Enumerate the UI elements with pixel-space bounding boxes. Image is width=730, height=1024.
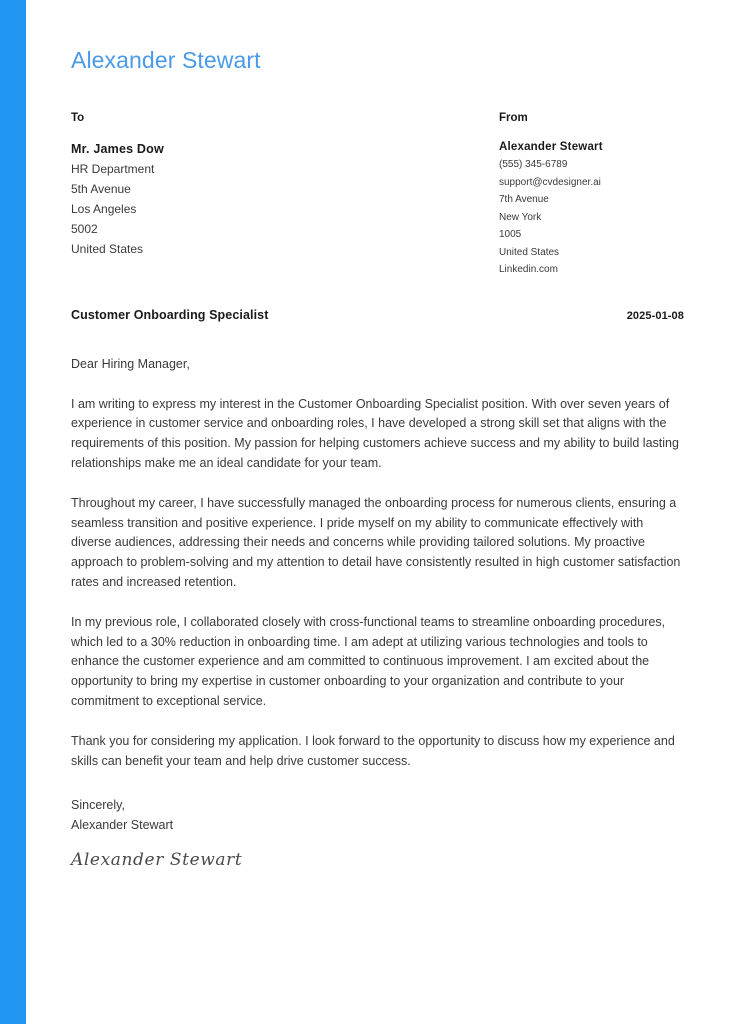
recipient-address xyxy=(71,139,499,259)
recipient-name: Mr. James Dow xyxy=(71,142,164,157)
letter-content xyxy=(71,0,684,870)
body-paragraph: Throughout my career, I have successfully managed the onboarding process for numerous clients, ensuring a seamless transition and positive experience. I pride myself on my ability to communicate effectively with diverse audiences, addressing their needs and concerns while providing tailored solutions. My proactive approach to problem-solving and my attention to detail have consistently resulted in high customer satisfaction rates and increased retention. xyxy=(71,496,681,589)
sender-linkedin: Linkedin.com xyxy=(499,264,558,276)
recipient-line: Los Angeles xyxy=(71,202,137,217)
sender-line: 7th Avenue xyxy=(499,194,549,206)
sender-label: From xyxy=(499,111,528,124)
salutation: Dear Hiring Manager, xyxy=(71,356,190,371)
accent-side-bar xyxy=(0,0,26,1024)
recipient-line: United States xyxy=(71,242,144,257)
sender-email: support@cvdesigner.ai xyxy=(499,176,601,188)
sender-line: United States xyxy=(499,246,560,258)
body-paragraph: I am writing to express my interest in the Customer Onboarding Specialist position. With over seven years of experience in customer service and onboarding roles, I have developed a strong skill set that aligns with the requirements of this position. My passion for helping customers achieve success and my ability to build lasting relationships make me an ideal candidate for your team. xyxy=(71,396,679,470)
sender-block xyxy=(499,112,684,279)
recipient-line: 5002 xyxy=(71,222,98,237)
body-paragraph: Thank you for considering my application. I look forward to the opportunity to discuss how my experience and skills can benefit your team and help drive customer success. xyxy=(71,734,675,768)
recipient-block xyxy=(71,112,499,279)
subject-row xyxy=(71,308,684,322)
sender-phone: (555) 345-6789 xyxy=(499,159,568,171)
sender-line: 1005 xyxy=(499,229,522,241)
sender-line: New York xyxy=(499,211,542,223)
recipient-line: 5th Avenue xyxy=(71,182,131,197)
closing-block xyxy=(71,796,684,835)
closing-name: Alexander Stewart xyxy=(71,817,174,832)
job-title: Customer Onboarding Specialist xyxy=(71,307,269,322)
closing-salutation: Sincerely, xyxy=(71,798,125,813)
address-row xyxy=(71,112,684,279)
body-paragraph: In my previous role, I collaborated closely with cross-functional teams to streamline onboarding procedures, which led to a 30% reduction in onboarding time. I am adept at utilizing various technologies and tools to enhance the customer experience and am committed to continuous improvement. I am excited about the opportunity to bring my expertise in customer onboarding to your organization and contribute to your commitment to exceptional service. xyxy=(71,615,666,708)
signature: Alexander Stewart xyxy=(71,849,243,870)
sender-address xyxy=(499,138,684,279)
recipient-line: HR Department xyxy=(71,162,155,177)
page-title: Alexander Stewart xyxy=(71,47,261,73)
recipient-label: To xyxy=(71,111,85,124)
sender-name: Alexander Stewart xyxy=(499,141,603,154)
letter-date: 2025-01-08 xyxy=(626,309,684,322)
